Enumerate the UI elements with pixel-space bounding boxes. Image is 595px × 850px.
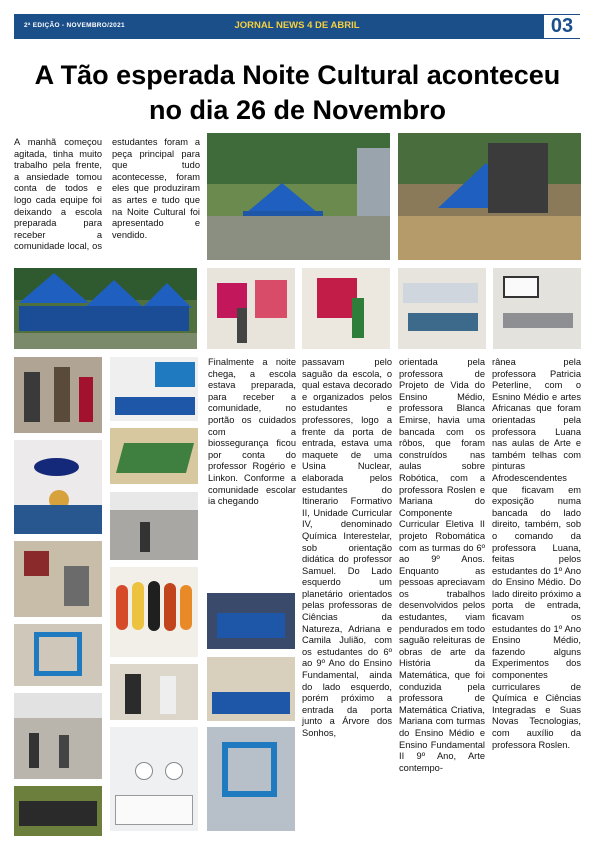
photo-tent-side xyxy=(398,133,581,260)
headline-line-1: A Tão esperada Noite Cultural aconteceu xyxy=(34,60,561,90)
photo-classroom-exhibit xyxy=(398,268,486,349)
photo-saguao-exhibit xyxy=(14,541,102,617)
headline xyxy=(0,58,595,128)
photo-visitors-entrance xyxy=(110,664,198,720)
photo-visitors-frame xyxy=(207,727,295,831)
article-col-b: passavam pelo saguão da escola, o qual estava decorado e organizados pelos estudantes e professores, logo a frente da porta de entrada, estava uma maquete de uma Usina Nuclear, elaborada pelos estudantes do Itinerario Formativo II, Unidade Curricular IV, denominado Química Interestelar, sob orientação didática do professor Samuel. Do Lado esquerdo um planetário orientados pelas professoras de Ciências da Natureza, Adriana e Camila Julião, com os estudantes do 6º ao 9º Ano do Ensino Fundamental, ainda do lado esquerdo, porém próximo a entrada da porta junto a Árvore dos Sonhos, xyxy=(302,357,392,738)
photo-saguao-crowd xyxy=(14,693,102,779)
photo-robots-bench xyxy=(14,786,102,836)
photo-nuclear-model xyxy=(110,428,198,484)
edition-label: 2ª EDIÇÃO - NOVEMBRO/2021 xyxy=(24,22,125,29)
headline-line-2: no dia 26 de Novembro xyxy=(148,95,447,125)
header-bar xyxy=(14,14,580,39)
photo-hallway-visitors xyxy=(14,357,102,433)
photo-frame-portrait xyxy=(14,624,102,686)
photo-night-exhibit xyxy=(207,593,295,649)
photo-tents-courtyard xyxy=(207,133,390,260)
article-col-c: orientada pela professora de Projeto de Vida do Ensino Médio, professora Blanca Emirse, havia uma bancada com os rôbos, que foram construídos nas aulas sobre Robótica, com a professora Roslen e Mariana do Componente Curricular Eletiva II projeto Robomática com as turmas do 6º ao 9º Anos. Enquanto as pessoas apreciavam os trabalhos desenvolvidos pelos estudantes, viam pendurados em todo saguão releituras de obras de arte da História da Matemática, que foi conduzida pela professora de Matemática Criativa, Mariana com turmas do Ensino Médio e Ensino Fundamental II 9º Ano, Arte contempo- xyxy=(399,357,485,773)
photo-painting-wall xyxy=(302,268,390,349)
journal-name: JORNAL NEWS 4 DE ABRIL xyxy=(234,20,360,31)
photo-african-masks xyxy=(110,567,198,657)
page-number: 03 xyxy=(544,15,580,38)
article-col-d: rânea pela professora Patricia Peterline, com o Esnino Médio e artes Africanas que foram orientadas pela professora Luana nas aulas de Arte e também telhas com pinturas Afrodescendentes que ficavam em exposição numa bancada do lado direito, também, sob o comando da professora Luana, feitas pelos estudantes do 1º Ano do Ensino Médio. Do lado direito próximo a porta de entrada, ficavam os estudantes do 1º Ano Ensino Médio, fazendo alguns Experimentos dos componentes curriculares de Química e Ciências Integradas e Suas Novas Tecnologias, com auxílio da professora Roslen. xyxy=(492,357,581,750)
photo-tents-row xyxy=(14,268,197,349)
photo-exhibit-bench xyxy=(207,657,295,721)
photo-art-panels xyxy=(207,268,295,349)
photo-experiments-table xyxy=(110,727,198,831)
photo-hallway-corridor xyxy=(110,492,198,560)
photo-exhibit-table xyxy=(110,357,198,421)
intro-text: A manhã começou agitada, tinha muito trabalho pela frente, a ansiedade tomou conta de todos e logo cada equipe foi deixando a escola preparada para receber a comunidade local, os estudantes foram a peça principal para que tudo acontecesse, foram eles que produziram as artes e tudo que na Noite Cultural foi apresentado e vendido. xyxy=(14,137,200,252)
photo-classroom-screen xyxy=(493,268,581,349)
article-col-a: Finalmente a noite chega, a escola estava preparada, para receber a comunidade, no portão os cuidados com a biossegurança ficou por conta do professor Rogério e Linkon. Conforme a comunidade escolar ia chegando xyxy=(208,357,296,507)
photo-planetarium xyxy=(14,440,102,534)
